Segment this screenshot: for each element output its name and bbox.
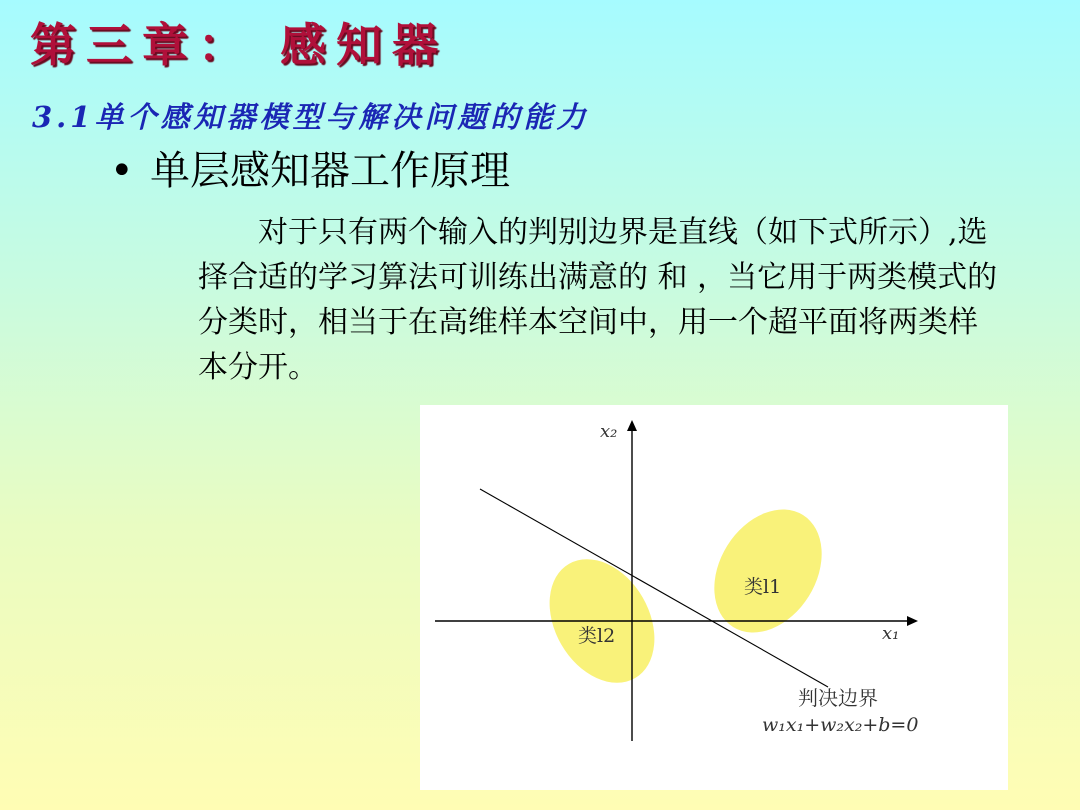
- x-axis-label: x₁: [882, 623, 900, 644]
- diagram-svg: [420, 405, 1008, 790]
- bullet-text: 单层感知器工作原理: [150, 148, 510, 194]
- boundary-label: 判决边界: [798, 686, 878, 710]
- bullet-point: [110, 147, 510, 195]
- class-l2-label: 类l2: [578, 625, 616, 647]
- slide-subtitle: 3.1单个感知器模型与解决问题的能力: [32, 100, 590, 134]
- bullet-marker: •: [110, 148, 134, 194]
- body-paragraph: 对于只有两个输入的判别边界是直线（如下式所示）,选择合适的学习算法可训练出满意的 和 ，当它用于两类模式的分类时，相当于在高维样本空间中，用一个超平面将两类样本分开。: [198, 215, 998, 385]
- class-l1-region: [692, 490, 843, 653]
- y-axis-arrow: [627, 420, 637, 431]
- x-axis-arrow: [907, 616, 918, 626]
- slide-title: 第三章： 感知器: [30, 18, 449, 72]
- class-l1-label: 类l1: [744, 576, 782, 598]
- decision-boundary-diagram: [420, 405, 1008, 790]
- boundary-equation: w₁x₁+w₂x₂+b=0: [762, 714, 919, 736]
- y-axis-label: x₂: [600, 421, 618, 442]
